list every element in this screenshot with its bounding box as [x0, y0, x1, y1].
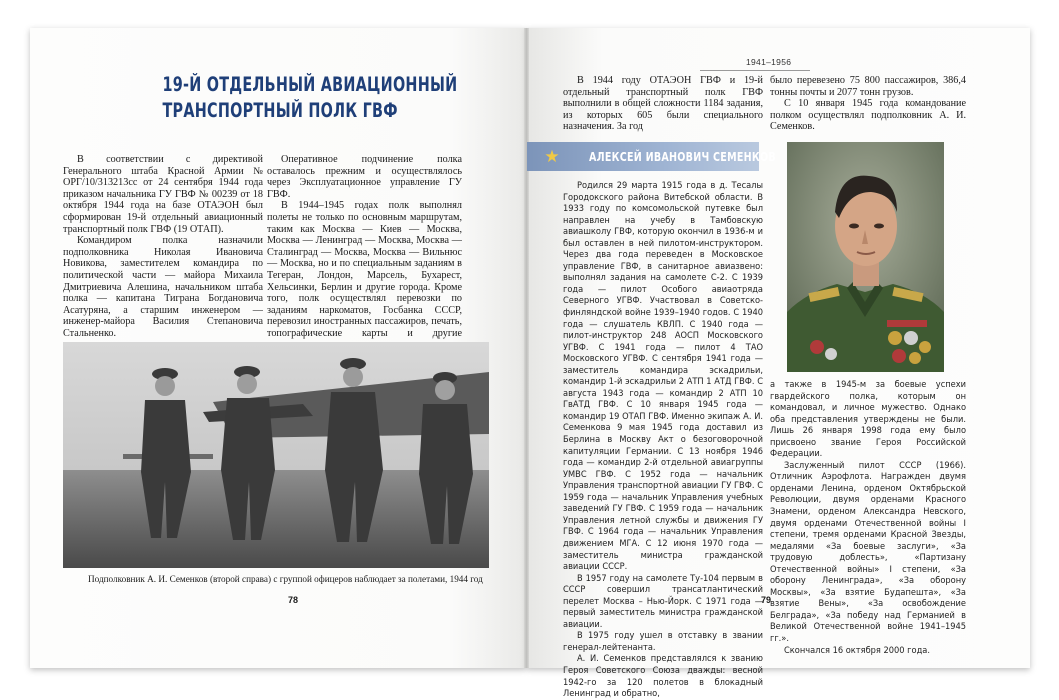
paragraph: Родился 29 марта 1915 года в д. Тесалы Городокского района Витебской области. В 1933 году по комсомольской путевке был направлен на учебу в Тамбовскую авиашколу ГВФ, которую окончил в 1936-м и был оставлен в ней пилотом-инструктором. Через два года переведен в Московское управление ГВФ, в санитарное авиазвено: выполнял задания на самолете С-2. С 1939 года — пилот Особого авиаотряда Северного УГВФ. Участвовал в Советско-финляндской войне 1939–1940 годов. С 1940 года — слушатель КВЛП. С 1940 года — пилот-инструктор 248 АОСП Московского УГВФ. С 1941 года — пилот 4 ТАО Московского УГВФ. С сентября 1941 года — заместитель командира эскадрильи, командир 1-й эскадрильи 2 АТП 1 АТД ГВФ. С августа 1943 года — командир 2 АТП 10 ГвАТД ГВФ. С 10 января 1945 года — командир 19 ОТАП ГВФ. Именно экипаж А. И. Семенкова 9 мая 1945 года доставил из Берлина в Москву Акт о безоговорочной капитуляции Германии. С 13 ноября 1946 года — командир 2-й отдельной авиагруппы УМВС ГВФ. С 1952 года — начальник Управления транспортной авиации ГУ ГВФ. С 1959 года — начальник Управления учебных заведений ГУ ГВФ. С 1959 года — начальник Управления летной службы и движения ГУ ГВФ. С 1964 года — начальник Управления движением МГА. С 12 июня 1970 года — заместитель министра гражданской авиации СССР. [563, 180, 763, 573]
page-number-left: 78 [288, 595, 299, 605]
chapter-title-line2: ТРАНСПОРТНЫЙ ПОЛК ГВФ [162, 99, 398, 122]
right-column-1 [563, 75, 763, 133]
hero-star-icon: ★ [544, 147, 560, 166]
paragraph: В соответствии с директивой Генерального штаба Красной Армии № ОРГ/10/313213сс от 24 сентября 1944 года приказом начальника ГУ ГВФ № 00239 от 18 октября 1944 года на базе ОТАЭОН был сформирован 19-й отдельный авиационный транспортный полк ГВФ (19 ОТАП). [63, 154, 263, 235]
page-number-right: 79 [761, 595, 772, 605]
photo-caption: Подполковник А. И. Семенков (второй справа) с группой офицеров наблюдает за полетами, 1944 год [88, 574, 483, 584]
bio-side-text [770, 379, 966, 656]
portrait-photo [787, 142, 944, 372]
paragraph: а также в 1945-м за боевые успехи гвардейского полка, которым он командовал, и личное мужество. Однако оба представления утверждены не были. Лишь 26 января 1998 года ему было присвоено звание Героя Российской Федерации. [770, 379, 966, 460]
running-head: 1941–1956 [746, 57, 792, 67]
officers-photo [63, 342, 489, 568]
paragraph: было перевезено 75 800 пассажиров, 386,4 тонны почты и 2077 тонн грузов. [770, 75, 966, 98]
book-gutter [524, 28, 529, 668]
bio-main-text [563, 180, 763, 700]
paragraph: С 10 января 1945 года командование полком осуществлял подполковник А. И. Семенков. [770, 98, 966, 133]
left-column-1 [63, 154, 263, 340]
paragraph: В 1944 году ОТАЭОН ГВФ и 19-й отдельный транспортный полк ГВФ выполнили в общей сложности 1184 задания, из которых 605 были специального назначения. За год [563, 75, 763, 133]
header-rule [700, 70, 810, 71]
paragraph: В 1944–1945 годах полк выполнял полеты не только по основным маршрутам, таким как Москва — Киев — Москва, Москва — Ленинград — Москва, Москва — Сталинград — Москва, Москва — Вильнюс — Москва, но и по специальным заданиям в Тегеран, Лондон, Марсель, Бухарест, Хельсинки, Берлин и другие города. Кроме того, полк осуществлял перевозки по заданиям наркоматов, Госбанка СССР, перевозил иностранных пассажиров, печать, топографические карты и другие [267, 200, 462, 339]
right-column-2 [770, 75, 966, 133]
paragraph: Заслуженный пилот СССР (1966). Отличник Аэрофлота. Награжден двумя орденами Ленина, орденом Октябрьской Революции, двумя орденами Красного Знамени, орденом Александра Невского, двумя орденами Отечественной войны I степени, тремя орденами Красной Звезды, медалями «За боевые заслуги», «За трудовую доблесть», «Партизану Отечественной войны» I степени, «За оборону Ленинграда», «За оборону Москвы», «За взятие Будапешта», «За взятие Вены», «За освобождение Белграда», «За победу над Германией в Великой Отечественной войне 1941–1945 гг.». [770, 459, 966, 645]
paragraph: В 1957 году на самолете Ту-104 первым в СССР совершил трансатлантический перелет Москва – Нью-Йорк. С 1971 года — первый заместитель министра гражданской авиации. [563, 572, 763, 630]
paragraph: Оперативное подчинение полка оставалось прежним и осуществлялось через Эксплуатационное управление ГУ ГВФ. [267, 154, 462, 200]
bio-banner [527, 142, 776, 171]
paragraph: В 1975 году ушел в отставку в звании генерал-лейтенанта. [563, 630, 763, 653]
bio-banner-name: АЛЕКСЕЙ ИВАНОВИЧ СЕМЕНКОВ [589, 149, 776, 164]
chapter-title [140, 72, 458, 124]
paragraph: Скончался 16 октября 2000 года. [784, 644, 930, 656]
paragraph: Командиром полка назначили подполковника Николая Ивановича Новикова, заместителем командира по политической части — майора Михаила Дмитриевича Алешина, начальником штаба полка — капитана Тиграна Богдановича Асатуряна, а старшим инженером — инженер-майора Василия Степановича Стальненко. [63, 235, 263, 339]
chapter-title-line1: 19-Й ОТДЕЛЬНЫЙ АВИАЦИОННЫЙ [162, 73, 458, 96]
left-column-2 [267, 154, 462, 351]
paragraph: А. И. Семенков представлялся к званию Героя Советского Союза дважды: весной 1942-го за 120 полетов в блокадный Ленинград и обратно, [563, 653, 763, 700]
